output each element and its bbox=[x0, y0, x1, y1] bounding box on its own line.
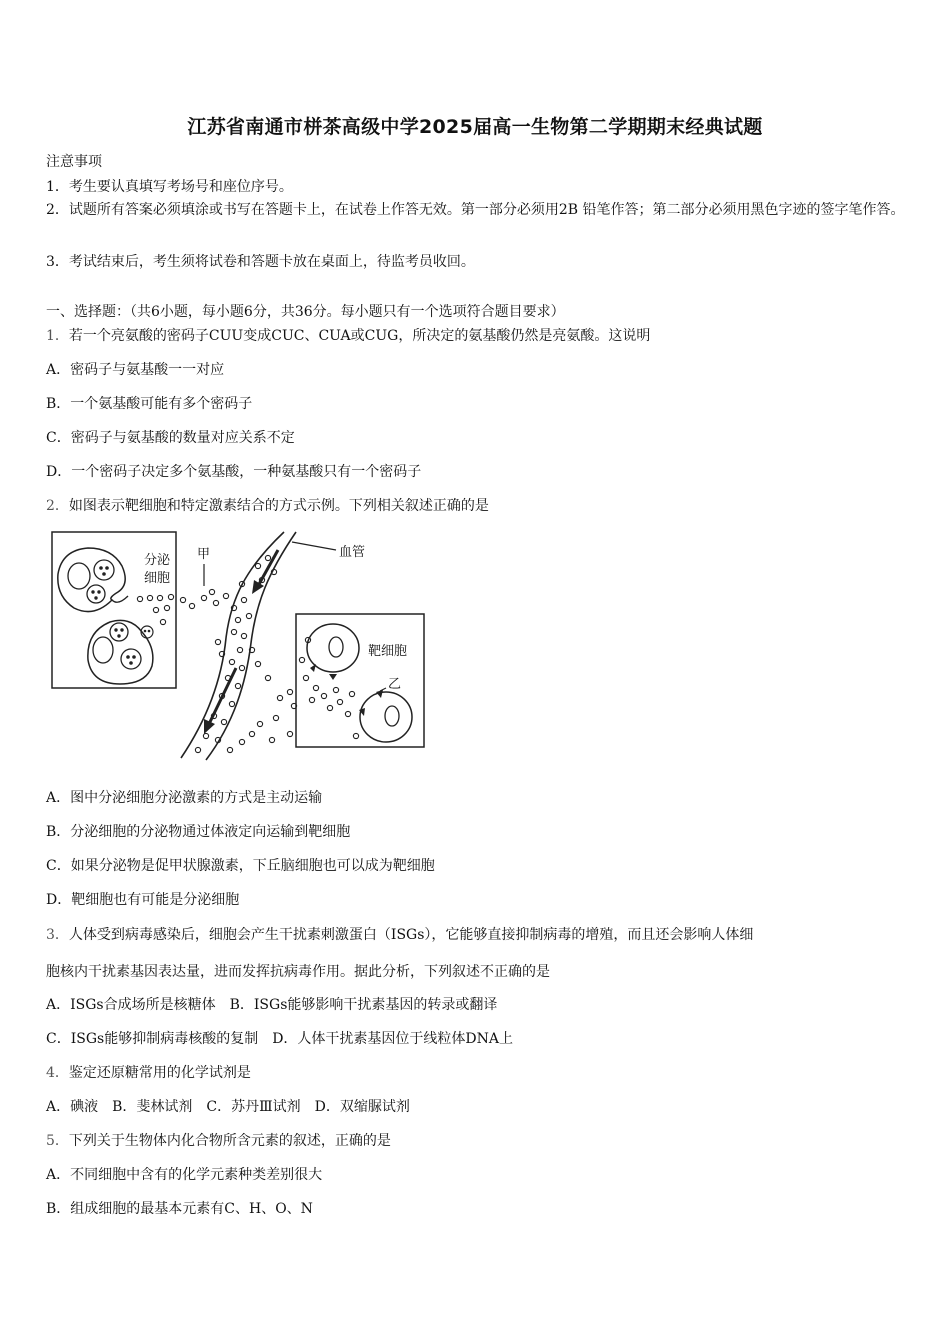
notice-item-1: 1．考生要认真填写考场号和座位序号。 bbox=[46, 179, 293, 195]
q5-option-a[interactable]: A．不同细胞中含有的化学元素种类差别很大 bbox=[46, 1167, 323, 1183]
q3-options-row-2[interactable]: C．ISGs能够抑制病毒核酸的复制 D．人体干扰素基因位于线粒体DNA上 bbox=[46, 1031, 514, 1047]
question-number: 5． bbox=[46, 1133, 69, 1149]
receptor-icon bbox=[329, 674, 337, 680]
question-number: 1． bbox=[46, 328, 69, 344]
nucleus-icon bbox=[93, 637, 113, 663]
q2-option-a[interactable]: A．图中分泌细胞分泌激素的方式是主动运输 bbox=[46, 790, 323, 806]
notice-item-2: 2．试题所有答案必须填涂或书写在答题卡上，在试卷上作答无效。第一部分必须用2B 铅笔作答；第二部分必须用黑色字迹的签字笔作答。 bbox=[46, 202, 905, 218]
question-2-stem bbox=[46, 496, 489, 516]
label-secretory-cell-1: 分泌 bbox=[144, 553, 171, 568]
blood-vessel-wall-right bbox=[206, 532, 296, 760]
q1-option-b[interactable]: B．一个氨基酸可能有多个密码子 bbox=[46, 396, 253, 412]
q2-option-c[interactable]: C．如果分泌物是促甲状腺激素，下丘脑细胞也可以成为靶细胞 bbox=[46, 858, 435, 874]
q2-option-d[interactable]: D．靶细胞也有可能是分泌细胞 bbox=[46, 892, 240, 908]
label-yi: 乙 bbox=[388, 677, 402, 692]
hormone-target-cell-diagram bbox=[46, 528, 436, 763]
notice-item-3: 3．考试结束后，考生须将试卷和答题卡放在桌面上，待监考员收回。 bbox=[46, 254, 475, 270]
question-text: 如图表示靶细胞和特定激素结合的方式示例。下列相关叙述正确的是 bbox=[68, 498, 489, 514]
question-text: 若一个亮氨酸的密码子CUU变成CUC、CUA或CUG，所决定的氨基酸仍然是亮氨酸。这说明 bbox=[68, 328, 651, 344]
target-cell-lower bbox=[360, 692, 412, 742]
question-text: 下列关于生物体内化合物所含元素的叙述，正确的是 bbox=[68, 1133, 391, 1149]
question-number: 3． bbox=[46, 927, 69, 943]
q2-option-b[interactable]: B．分泌细胞的分泌物通过体液定向运输到靶细胞 bbox=[46, 824, 351, 840]
nucleus-icon bbox=[329, 637, 343, 657]
question-1-stem bbox=[46, 326, 650, 346]
question-text: 人体受到病毒感染后，细胞会产生干扰素刺激蛋白（ISGs），它能够直接抑制病毒的增殖，而且还会影响人体细 bbox=[68, 927, 754, 943]
target-cell-box bbox=[296, 614, 424, 747]
q1-option-c[interactable]: C．密码子与氨基酸的数量对应关系不定 bbox=[46, 430, 295, 446]
question-3-stem-line-1 bbox=[46, 925, 753, 945]
q1-option-a[interactable]: A．密码子与氨基酸一一对应 bbox=[46, 362, 225, 378]
hormone-molecules bbox=[137, 555, 358, 752]
nucleus-icon bbox=[68, 563, 90, 589]
q1-option-d[interactable]: D．一个密码子决定多个氨基酸，一种氨基酸只有一个密码子 bbox=[46, 464, 422, 480]
target-cell-upper bbox=[307, 624, 359, 672]
question-5-stem bbox=[46, 1131, 391, 1151]
page-title: 江苏省南通市栟茶高级中学2025届高一生物第二学期期末经典试题 bbox=[187, 116, 763, 138]
q5-option-b[interactable]: B．组成细胞的最基本元素有C、H、O、N bbox=[46, 1201, 313, 1217]
question-number: 4． bbox=[46, 1065, 69, 1081]
label-jia: 甲 bbox=[197, 547, 211, 562]
q4-options-row[interactable]: A．碘液 B．斐林试剂 C．苏丹Ⅲ试剂 D．双缩脲试剂 bbox=[46, 1099, 410, 1115]
label-secretory-cell-2: 细胞 bbox=[144, 571, 171, 586]
label-blood-vessel: 血管 bbox=[339, 545, 366, 560]
receptor-icon bbox=[310, 664, 316, 672]
label-target-cell: 靶细胞 bbox=[368, 644, 408, 659]
question-3-stem-line-2: 胞核内干扰素基因表达量，进而发挥抗病毒作用。据此分析，下列叙述不正确的是 bbox=[46, 964, 550, 980]
question-4-stem bbox=[46, 1063, 251, 1083]
section-heading: 一、选择题：（共6小题，每小题6分，共36分。每小题只有一个选项符合题目要求） bbox=[46, 304, 565, 320]
nucleus-icon bbox=[385, 706, 399, 726]
question-text: 鉴定还原糖常用的化学试剂是 bbox=[68, 1065, 251, 1081]
question-number: 2． bbox=[46, 498, 69, 514]
q3-options-row-1[interactable]: A．ISGs合成场所是核糖体 B．ISGs能够影响干扰素基因的转录或翻译 bbox=[46, 997, 498, 1013]
notice-heading: 注意事项 bbox=[46, 154, 102, 170]
